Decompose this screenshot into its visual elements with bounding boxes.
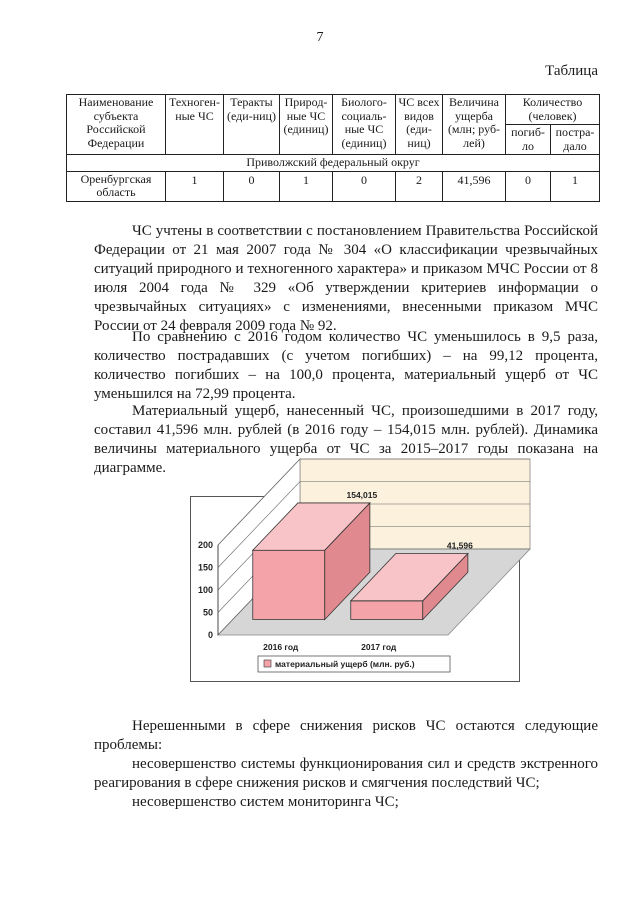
x-tick-label: 2016 год <box>263 642 299 652</box>
header-dead: погиб-ло <box>506 125 551 155</box>
bar-value-label: 41,596 <box>446 540 473 551</box>
header-terror: Теракты (еди-ниц) <box>224 95 280 155</box>
bar-value-label: 154,015 <box>346 489 378 500</box>
y-tick-label: 100 <box>197 585 213 595</box>
cell-natural: 1 <box>280 171 333 201</box>
cell-bio: 0 <box>333 171 396 201</box>
cell-damage: 41,596 <box>443 171 506 201</box>
district-row: Приволжский федеральный округ <box>67 155 600 172</box>
header-tech: Техноген-ные ЧС <box>166 95 224 155</box>
table-caption: Таблица <box>545 63 598 79</box>
header-region: Наименование субъекта Российской Федерации <box>67 95 166 155</box>
cell-terror: 0 <box>224 171 280 201</box>
paragraph-problems: Нерешенными в сфере снижения рисков ЧС остаются следующие проблемы: <box>94 718 598 753</box>
cell-tech: 1 <box>166 171 224 201</box>
emergency-stats-table <box>66 94 600 202</box>
header-damage: Величина ущерба (млн; руб-лей) <box>443 95 506 155</box>
y-tick-label: 0 <box>207 630 213 640</box>
damage-chart-svg <box>190 489 520 682</box>
bar-front <box>253 550 325 619</box>
y-tick-label: 50 <box>202 607 213 618</box>
cell-region: Оренбургская область <box>67 171 166 201</box>
paragraph-problem-2: несовершенство систем мониторинга ЧС; <box>132 794 399 810</box>
paragraph-damage: Материальный ущерб, нанесенный ЧС, произошедшими в 2017 году, составил 41,596 млн. рублей (в 2016 году – 154,015 млн. рублей). Динамика величины материального ущерба от ЧС за 2015–2017 годы показана на диаграмме. <box>94 403 598 476</box>
page-number: 7 <box>316 30 324 45</box>
header-bio: Биолого-социаль-ные ЧС (единиц) <box>333 95 396 155</box>
cell-dead: 0 <box>506 171 551 201</box>
y-tick-label: 150 <box>197 562 213 573</box>
bar-front <box>351 601 423 620</box>
cell-all: 2 <box>396 171 443 201</box>
damage-chart <box>190 489 520 682</box>
cell-injured: 1 <box>551 171 600 201</box>
legend-swatch <box>264 660 271 667</box>
legend-label: материальный ущерб (млн. руб.) <box>275 659 415 669</box>
header-all: ЧС всех видов (еди-ниц) <box>396 95 443 155</box>
header-injured: постра-дало <box>551 125 600 155</box>
table-row <box>67 171 600 201</box>
paragraph-problem-1: несовершенство системы функционирования сил и средств экстренного реагирования в сфере снижения рисков и смягчения последствий ЧС; <box>94 756 598 791</box>
paragraph-comparison: По сравнению с 2016 годом количество ЧС уменьшилось в 9,5 раза, количество пострадавших (с учетом погибших) – на 99,12 процента, количество погибших – на 100,0 процента, материальный ущерб от ЧС уменьшился на 72,99 процента. <box>94 329 598 402</box>
y-tick-label: 200 <box>197 540 213 550</box>
x-tick-label: 2017 год <box>361 642 397 652</box>
header-natural: Природ-ные ЧС (единиц) <box>280 95 333 155</box>
paragraph-legal-basis: ЧС учтены в соответствии с постановлением Правительства Российской Федерации от 21 мая 2007 года № 304 «О классификации чрезвычайных ситуаций природного и техногенного характера» и приказом МЧС России от 8 июля 2004 года № 329 «Об утверждении критериев информации о чрезвычайных ситуациях» с изменениями, внесенными приказом МЧС России от 24 февраля 2009 года № 92. <box>94 223 598 334</box>
header-people: Количество (человек) <box>506 95 600 125</box>
